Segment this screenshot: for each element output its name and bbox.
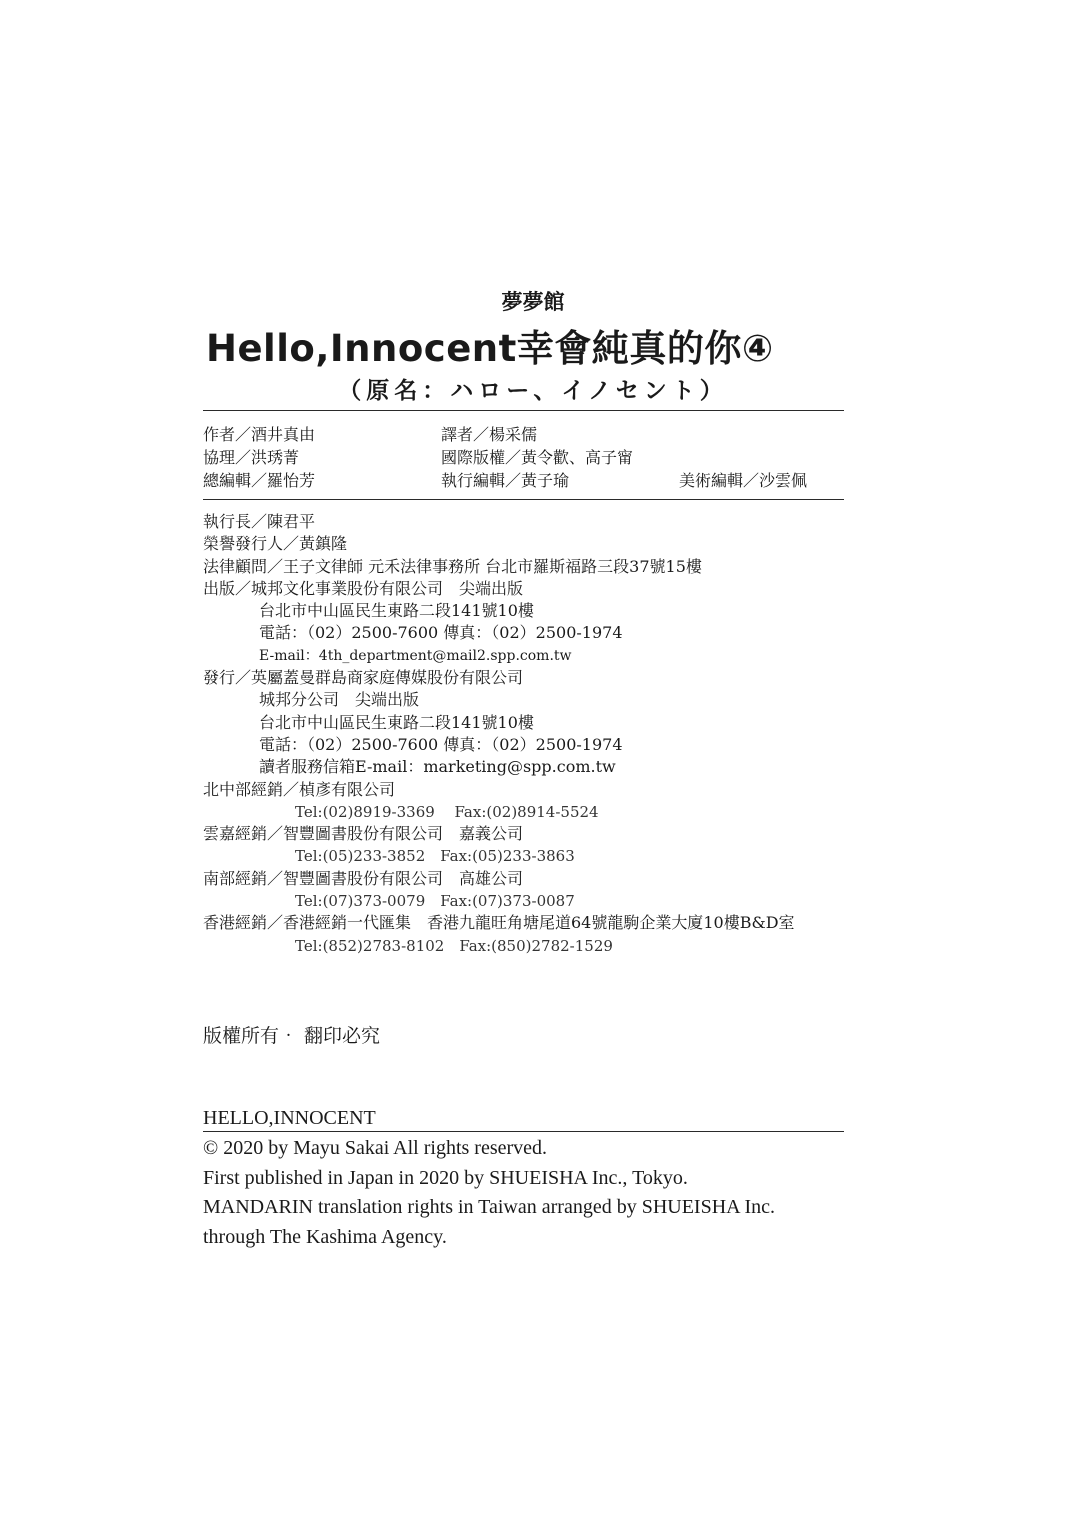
book-title: Hello,Innocent幸會純真的你④ [206,327,774,370]
credits-row [203,423,853,446]
divider [203,1131,844,1132]
publish-email: E-mail：4th_department@mail2.spp.com.tw [259,647,572,664]
credit-manager: 協理／洪琇菁 [203,448,300,467]
publish-line: 出版／城邦文化事業股份有限公司 尖端出版 [203,578,524,598]
distribute-address: 台北市中山區民生東路二段141號10樓 [259,712,534,732]
ceo-line: 執行長／陳君平 [203,512,316,531]
credits-row [203,446,853,469]
chiayi-distributor: 雲嘉經銷／智豐圖書股份有限公司 嘉義公司 [203,824,524,844]
credit-chief-editor: 總編輯／羅怡芳 [203,471,316,490]
credit-intl-rights: 國際版權／黃令歡、高子甯 [441,448,634,467]
credit-translator: 譯者／楊采儒 [441,425,538,444]
publisher-block [203,511,903,957]
credit-exec-editor: 執行編輯／黃子瑜 [441,471,570,490]
copyright-line: through The Kashima Agency. [203,1225,447,1248]
divider [203,499,844,500]
south-contact: Tel:(07)373-0079 Fax:(07)373-0087 [295,892,575,911]
series-label: 夢夢館 [501,290,565,314]
hk-distributor: 香港經銷／香港經銷一代匯集 香港九龍旺角塘尾道64號龍駒企業大廈10樓B&D室 [203,913,795,933]
north-contact: Tel:(02)8919-3369 Fax:(02)8914-5524 [295,802,599,821]
credits-row [203,469,853,492]
chiayi-contact: Tel:(05)233-3852 Fax:(05)233-3863 [295,847,575,866]
legal-line: 法律顧問／王子文律師 元禾法律事務所 台北市羅斯福路三段37號15樓 [203,556,702,576]
distribute-phone: 電話：（02）2500-7600 傳真：（02）2500-1974 [259,734,623,754]
copyright-line: © 2020 by Mayu Sakai All rights reserved. [203,1137,548,1159]
original-title: （原名：ハロー、イノセント） [338,378,728,404]
credits-block [203,423,853,492]
english-title: HELLO,INNOCENT [203,1107,376,1129]
north-distributor: 北中部經銷／楨彥有限公司 [203,779,396,799]
distribute-branch: 城邦分公司 尖端出版 [259,690,420,710]
copyright-line: MANDARIN translation rights in Taiwan arranged by SHUEISHA Inc. [203,1196,776,1218]
honorary-publisher-line: 榮譽發行人／黃鎮隆 [203,534,348,554]
publish-address: 台北市中山區民生東路二段141號10樓 [259,601,534,621]
credit-art-editor: 美術編輯／沙雲佩 [679,471,808,490]
distribute-email: 讀者服務信箱E-mail：marketing@spp.com.tw [259,757,616,777]
credit-author: 作者／酒井真由 [203,425,316,444]
distribute-line: 發行／英屬蓋曼群島商家庭傳媒股份有限公司 [203,668,524,688]
south-distributor: 南部經銷／智豐圖書股份有限公司 高雄公司 [203,868,524,888]
english-copyright [203,1105,883,1252]
publish-phone: 電話：（02）2500-7600 傳真：（02）2500-1974 [259,623,623,643]
rights-reserved: 版權所有‧ 翻印必究 [203,1025,381,1047]
divider [203,410,844,411]
hk-contact: Tel:(852)2783-8102 Fax:(850)2782-1529 [295,936,613,955]
copyright-line: First published in Japan in 2020 by SHUEISHA Inc., Tokyo. [203,1166,688,1189]
